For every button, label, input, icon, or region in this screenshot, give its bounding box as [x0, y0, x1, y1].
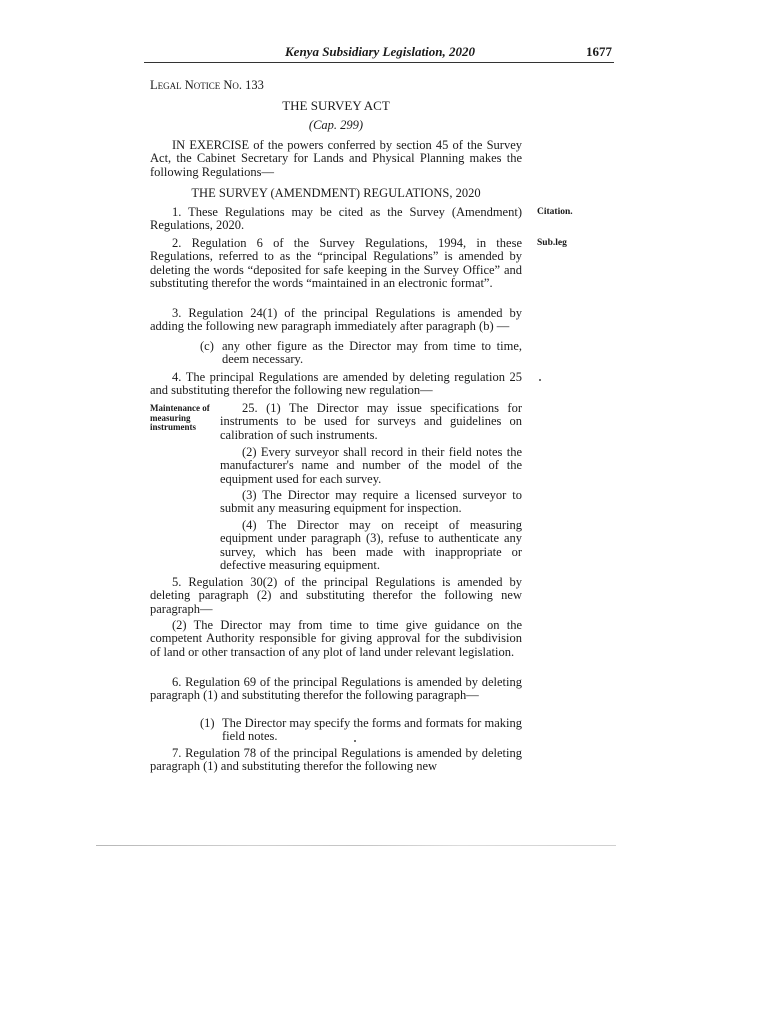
page-number: 1677	[586, 44, 612, 59]
regulation-25-4: (4) The Director may on receipt of measuring equipment under paragraph (3), refuse to authenticate any survey, which has been made with inappropriate or defective measuring equipment.	[220, 518, 522, 573]
stray-mark	[539, 379, 541, 381]
margin-note-citation: Citation.	[537, 207, 573, 217]
item-c-label: (c)	[200, 339, 214, 353]
regulation-25-3: (3) The Director may require a licensed surveyor to submit any measuring equipment for inspection.	[220, 488, 522, 516]
paragraph-5: 5. Regulation 30(2) of the principal Regulations is amended by deleting paragraph (2) and substituting therefor the following new paragraph—	[150, 575, 522, 616]
margin-note-subleg: Sub.leg	[537, 238, 567, 248]
scan-artifact-line	[96, 845, 616, 846]
item-c-text: any other figure as the Director may from time to time, deem necessary.	[222, 339, 522, 367]
item-1-text: The Director may specify the forms and formats for making field notes.	[222, 716, 522, 744]
paragraph-1: 1. These Regulations may be cited as the Survey (Amendment) Regulations, 2020.	[150, 205, 522, 233]
paragraph-6-item-1	[200, 717, 522, 744]
paragraph-4: 4. The principal Regulations are amended by deleting regulation 25 and substituting therefor the following new regulation—	[150, 370, 522, 398]
header-rule	[144, 62, 614, 63]
regulation-25-1: 25. (1) The Director may issue specifications for instruments to be used for surveys and guidelines on calibration of such instruments.	[220, 401, 522, 442]
paragraph-5-new-text: (2) The Director may from time to time give guidance on the competent Authority responsible for giving approval for the subdivision of land or other transaction of any plot of land under relevant legislation.	[150, 618, 522, 659]
paragraph-3: 3. Regulation 24(1) of the principal Regulations is amended by adding the following new paragraph immediately after paragraph (b) —	[150, 306, 522, 334]
margin-note-maintenance: Maintenance of measuring instruments	[150, 403, 210, 432]
act-title: THE SURVEY ACT	[282, 98, 390, 113]
item-1-label: (1)	[200, 716, 215, 730]
regulations-title: THE SURVEY (AMENDMENT) REGULATIONS, 2020	[191, 186, 481, 200]
preamble: IN EXERCISE of the powers conferred by section 45 of the Survey Act, the Cabinet Secretary for Lands and Physical Planning makes the following Regulations—	[150, 138, 522, 179]
paragraph-3-item-c	[200, 340, 522, 367]
chapter-reference: (Cap. 299)	[308, 118, 364, 132]
running-header-title: Kenya Subsidiary Legislation, 2020	[285, 44, 475, 59]
paragraph-7: 7. Regulation 78 of the principal Regulations is amended by deleting paragraph (1) and substituting therefor the following new	[150, 746, 522, 774]
paragraph-2: 2. Regulation 6 of the Survey Regulations, 1994, in these Regulations, referred to as the “principal Regulations” is amended by deleting the words “deposited for safe keeping in the Survey Office” and substituting therefor the words “maintained in an electronic format”.	[150, 236, 522, 291]
legal-notice-number: Legal Notice No. 133	[150, 78, 264, 92]
stray-mark	[354, 740, 356, 742]
regulation-25-2: (2) Every surveyor shall record in their field notes the manufacturer's name and number of the model of the equipment used for each survey.	[220, 445, 522, 486]
paragraph-6: 6. Regulation 69 of the principal Regulations is amended by deleting paragraph (1) and substituting therefor the following paragraph—	[150, 675, 522, 703]
